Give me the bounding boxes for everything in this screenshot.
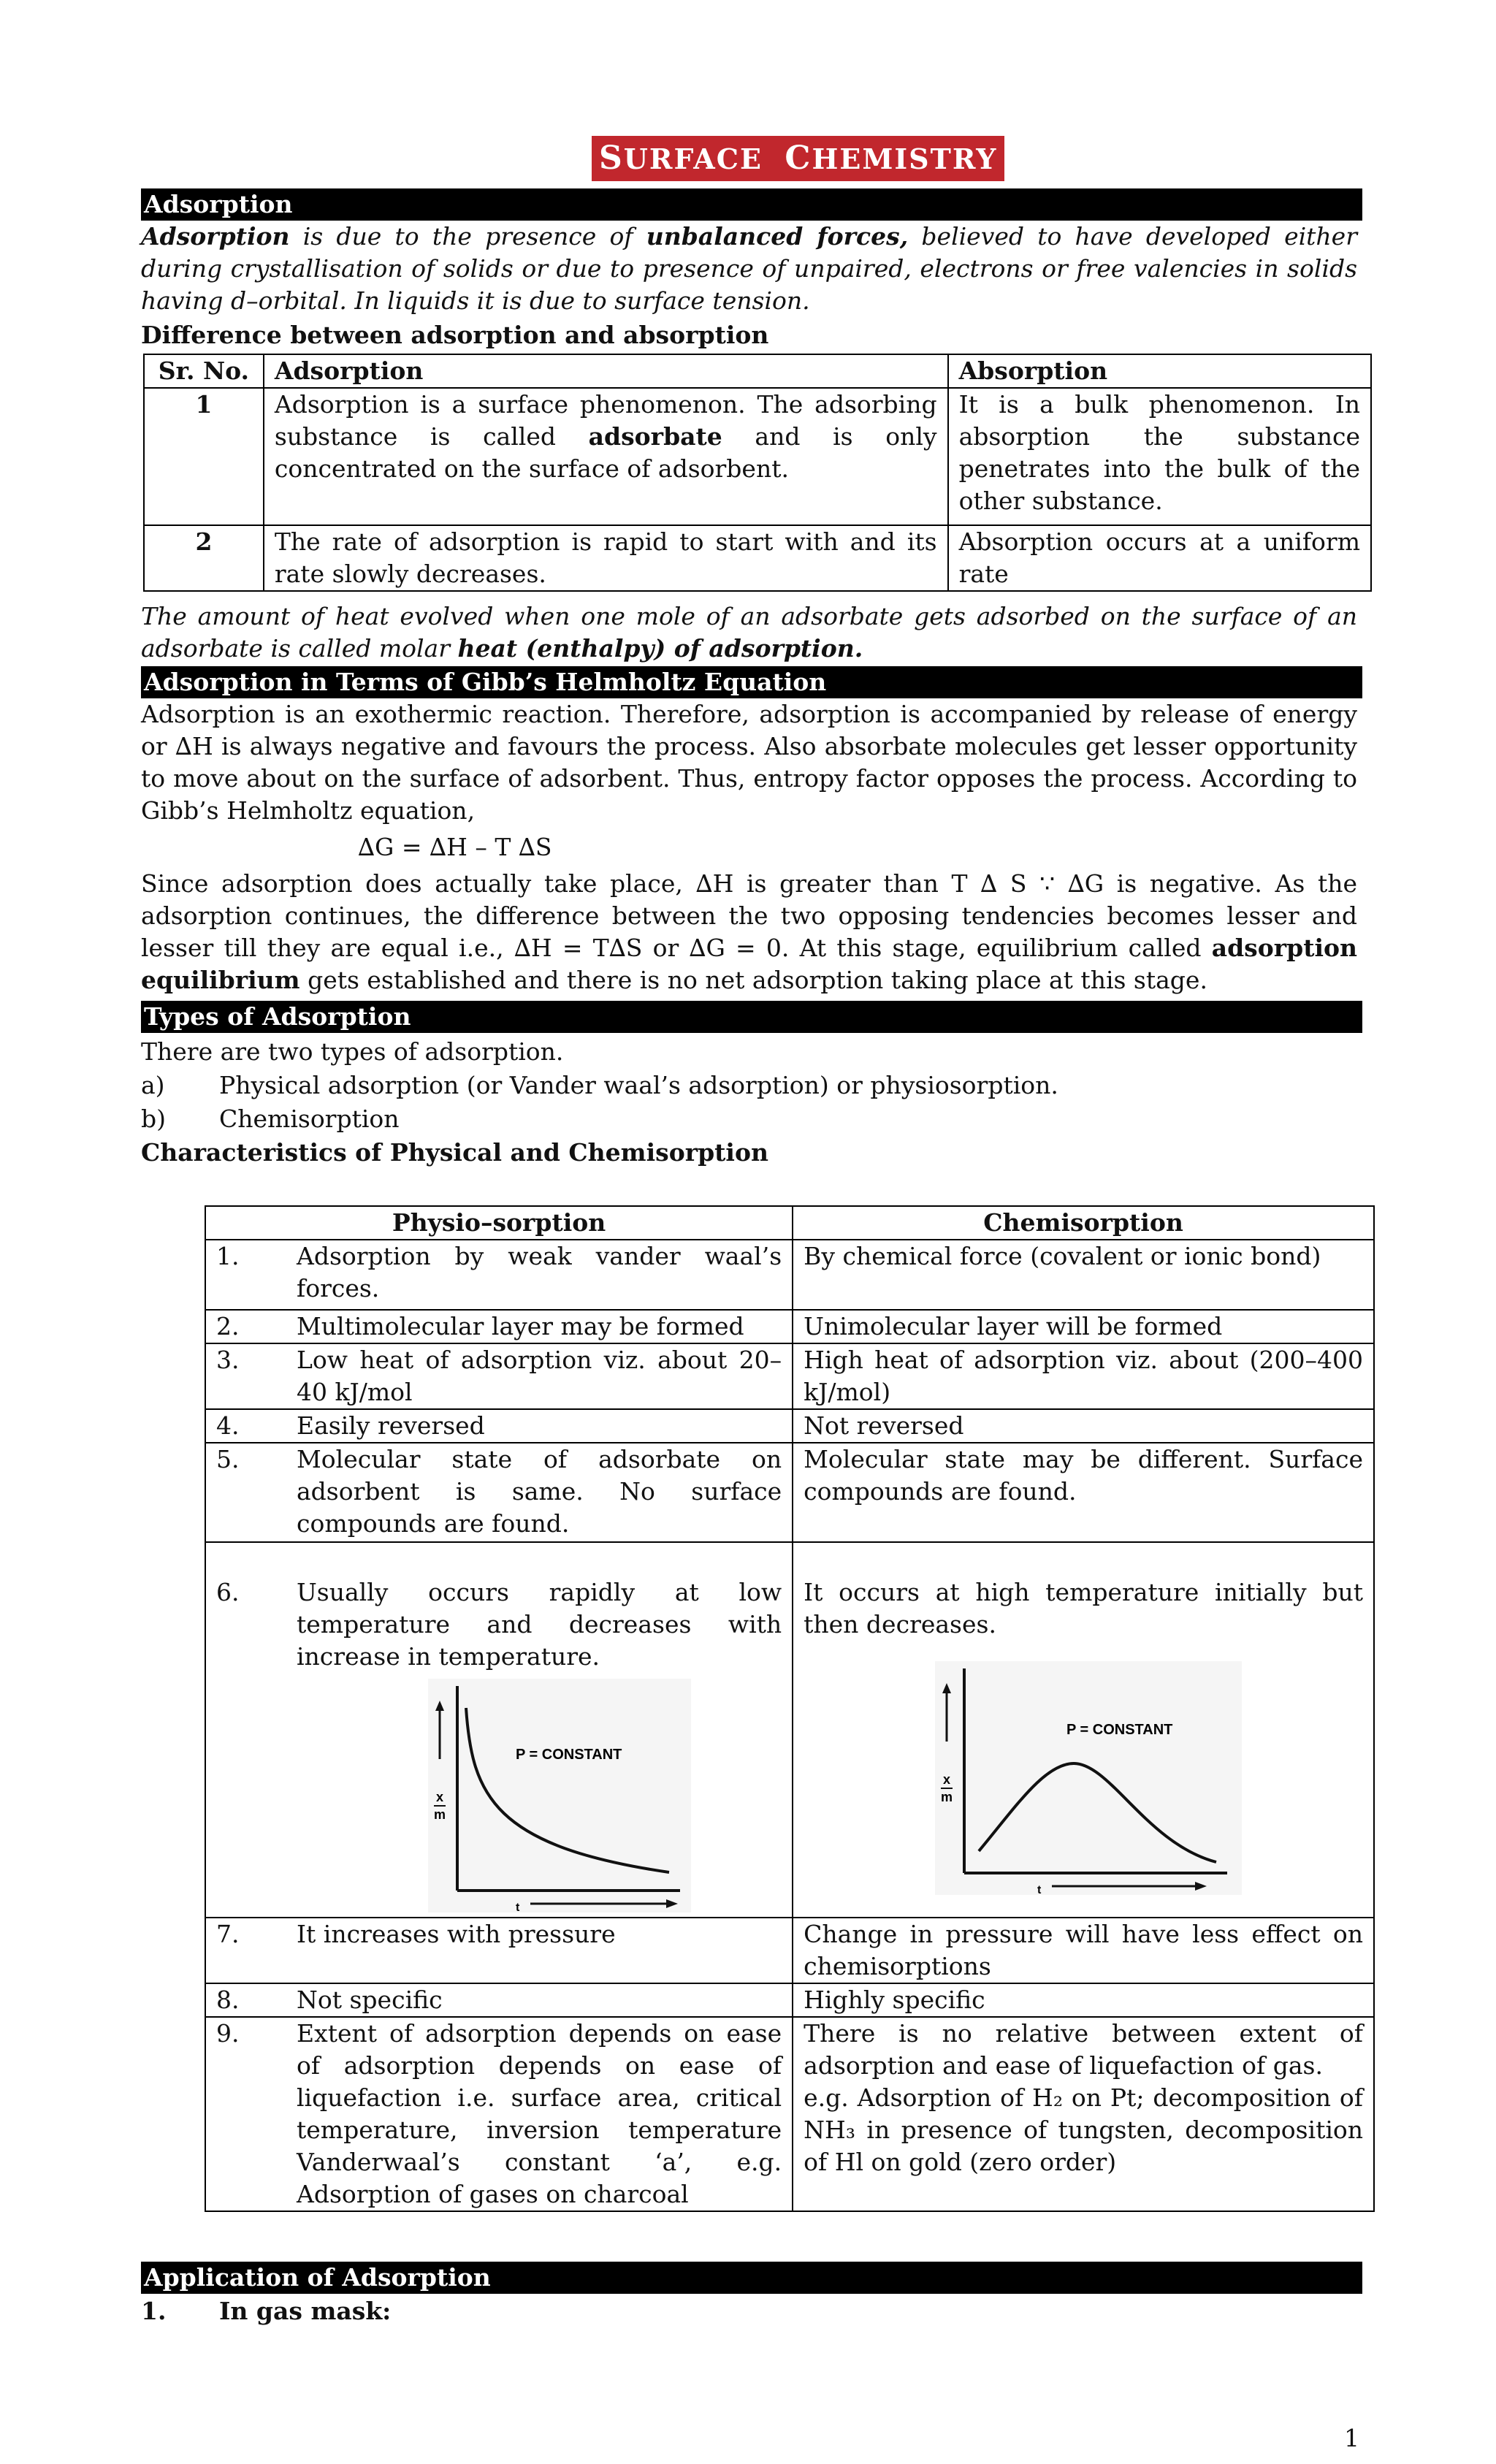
title-word-2: HEMISTRY — [812, 142, 998, 175]
adsorption-cell — [264, 388, 948, 525]
table-row — [205, 2017, 1374, 2211]
row-number: 6. — [216, 1578, 240, 1606]
intro-text-2: believed to have developed either during crystallisation of solids or due to presence of unpaired, electrons or free valencies in solids having d–orbital. In liquids it is due to surface tension. — [141, 222, 1357, 315]
cell-bold: adsorbate — [588, 422, 722, 451]
list-label: a) — [141, 1071, 165, 1099]
section-bar-application: Application of Adsorption — [141, 2262, 1362, 2294]
col-header-chemi: Chemisorption — [793, 1206, 1374, 1240]
list-text: Chemisorption — [219, 1105, 400, 1133]
x-label: t — [516, 1902, 520, 1912]
types-intro: There are two types of adsorption. — [141, 1037, 564, 1066]
chemi-cell: Molecular state may be different. Surface compounds are found. — [793, 1443, 1374, 1542]
page-title — [592, 136, 1004, 181]
cell-text: Adsorption is a surface phenomenon. The adsorbing substance is called — [274, 390, 937, 451]
table-header-row — [205, 1206, 1374, 1240]
row-number: 8. — [216, 1986, 240, 2014]
y-label-num: x — [435, 1790, 444, 1804]
table-row — [205, 1240, 1374, 1310]
title-initial-2: C — [785, 140, 812, 177]
physio-cell: Adsorption by weak vander waal’s forces. — [297, 1242, 782, 1302]
physio-cell: Usually occurs rapidly at low temperature and decreases with increase in temperature. — [297, 1578, 782, 1671]
y-label-num: x — [943, 1772, 951, 1787]
characteristics-heading: Characteristics of Physical and Chemisorption — [141, 1138, 768, 1167]
graph-label: P = CONSTANT — [1066, 1722, 1173, 1738]
absorption-cell: Absorption occurs at a uniform rate — [948, 525, 1371, 591]
col-header-absorption: Absorption — [948, 354, 1371, 388]
adsorption-cell: The rate of adsorption is rapid to start with and its rate slowly decreases. — [264, 525, 948, 591]
chemi-cell: By chemical force (covalent or ionic bond) — [793, 1240, 1374, 1310]
title-word-1: URFACE — [623, 142, 763, 175]
x-label: t — [1037, 1884, 1042, 1895]
intro-term: Adsorption — [141, 222, 290, 251]
definition-text: The amount of heat evolved when one mole of an adsorbate gets adsorbed on the surface of an adsorbate is called molar — [141, 602, 1357, 663]
row-number: 2 — [144, 525, 264, 591]
chemi-cell: Not reversed — [793, 1409, 1374, 1443]
physio-cell: Not specific — [297, 1986, 443, 2014]
list-text: Physical adsorption (or Vander waal’s adsorption) or physiosorption. — [219, 1071, 1058, 1099]
list-label: 1. — [141, 2297, 167, 2325]
molar-heat-definition — [141, 600, 1357, 665]
physio-cell: Multimolecular layer may be formed — [297, 1312, 744, 1340]
list-text: In gas mask: — [219, 2297, 392, 2325]
chemi-example: e.g. Adsorption of H₂ on Pt; decomposition of NH₃ in presence of tungsten, decomposition of Hl on gold (zero order) — [804, 2083, 1363, 2176]
absorption-cell: It is a bulk phenomenon. In absorption the substance penetrates into the bulk of the other substance. — [948, 388, 1371, 525]
table-row — [205, 1409, 1374, 1443]
physio-cell: Easily reversed — [297, 1411, 485, 1440]
table-row — [205, 1983, 1374, 2017]
col-header-physio: Physio–sorption — [205, 1206, 793, 1240]
row-number: 5. — [216, 1445, 240, 1473]
section-bar-gibbs: Adsorption in Terms of Gibb’s Helmholtz Equation — [141, 666, 1362, 698]
gibbs-equation: ∆G = ∆H – T ∆S — [358, 833, 552, 861]
table-header-row — [144, 354, 1371, 388]
chemi-cell: High heat of adsorption viz. about (200–400 kJ/mol) — [793, 1343, 1374, 1409]
chemi-text: There is no relative between extent of adsorption and ease of liquefaction of gas. — [804, 2019, 1363, 2080]
equilibrium-paragraph — [141, 868, 1357, 996]
row-number: 1. — [216, 1242, 240, 1270]
title-initial: S — [599, 140, 624, 177]
physio-cell: It increases with pressure — [297, 1920, 616, 1948]
list-label: b) — [141, 1105, 166, 1133]
table-row — [205, 1343, 1374, 1409]
row-number: 2. — [216, 1312, 240, 1340]
graph-background — [935, 1661, 1242, 1895]
table-row — [205, 1542, 1374, 1918]
intro-text-1: is due to the presence of — [289, 222, 646, 251]
chemi-cell: Change in pressure will have less effect on chemisorptions — [793, 1918, 1374, 1983]
table-row — [205, 1443, 1374, 1542]
diff-heading: Difference between adsorption and absorption — [141, 321, 769, 349]
row-number: 4. — [216, 1411, 240, 1440]
section-bar-adsorption: Adsorption — [141, 188, 1362, 221]
definition-term: heat (enthalpy) of adsorption. — [457, 634, 863, 663]
table-row — [144, 388, 1371, 525]
col-header-adsorption: Adsorption — [264, 354, 948, 388]
physio-cell: Low heat of adsorption viz. about 20–40 kJ/mol — [297, 1346, 782, 1406]
table-row — [144, 525, 1371, 591]
gibbs-paragraph: Adsorption is an exothermic reaction. Therefore, adsorption is accompanied by release of energy or ∆H is always negative and favours the process. Also absorbate molecules get lesser opportunity to move about on the surface of adsorbent. Thus, entropy factor opposes the process. According to Gibb’s Helmholtz equation, — [141, 700, 1357, 825]
list-item — [141, 1069, 1058, 1102]
chemi-cell: Unimolecular layer will be formed — [793, 1310, 1374, 1343]
list-item — [141, 2295, 391, 2327]
difference-table — [143, 354, 1372, 592]
row-number: 9. — [216, 2019, 240, 2048]
paragraph-term: adsorption equilibrium — [141, 934, 1357, 994]
row-number: 1 — [144, 388, 264, 525]
table-row — [205, 1310, 1374, 1343]
cell-text: and is only concentrated on the surface of adsorbent. — [274, 422, 937, 483]
paragraph-text: gets established and there is no net adsorption taking place at this stage. — [299, 966, 1207, 994]
col-header-srno: Sr. No. — [144, 354, 264, 388]
intro-paragraph — [141, 221, 1357, 317]
y-label-den: m — [941, 1790, 953, 1804]
chemisorption-graph — [935, 1661, 1242, 1895]
physio-cell: Extent of adsorption depends on ease of adsorption depends on ease of liquefaction i.e. surface area, critical temperature, inversion temperature Vanderwaal’s constant ‘a’, e.g. Adsorption of gases on charcoal — [297, 2019, 782, 2208]
physio-cell: Molecular state of adsorbate on adsorbent is same. No surface compounds are found. — [297, 1445, 782, 1538]
page-number: 1 — [1344, 2424, 1359, 2452]
y-label-den: m — [433, 1807, 446, 1822]
graph-label: P = CONSTANT — [516, 1747, 622, 1763]
intro-bold: unbalanced forces, — [646, 222, 909, 251]
table-row — [205, 1918, 1374, 1983]
list-item — [141, 1103, 400, 1135]
section-bar-types: Types of Adsorption — [141, 1001, 1362, 1033]
chemi-cell: It occurs at high temperature initially but then decreases. — [804, 1578, 1363, 1639]
chemi-cell — [793, 2017, 1374, 2211]
characteristics-table — [205, 1205, 1375, 2212]
paragraph-text: Since adsorption does actually take place, ∆H is greater than T ∆ S ∵ ∆G is negative. As the adsorption continues, the difference between the two opposing tendencies becomes lesser and lesser till they are equal i.e., ∆H = T∆S or ∆G = 0. At this stage, equilibrium called — [141, 869, 1357, 962]
row-number: 7. — [216, 1920, 240, 1948]
chemi-cell: Highly specific — [793, 1983, 1374, 2017]
physisorption-graph — [428, 1679, 691, 1912]
row-number: 3. — [216, 1346, 240, 1374]
